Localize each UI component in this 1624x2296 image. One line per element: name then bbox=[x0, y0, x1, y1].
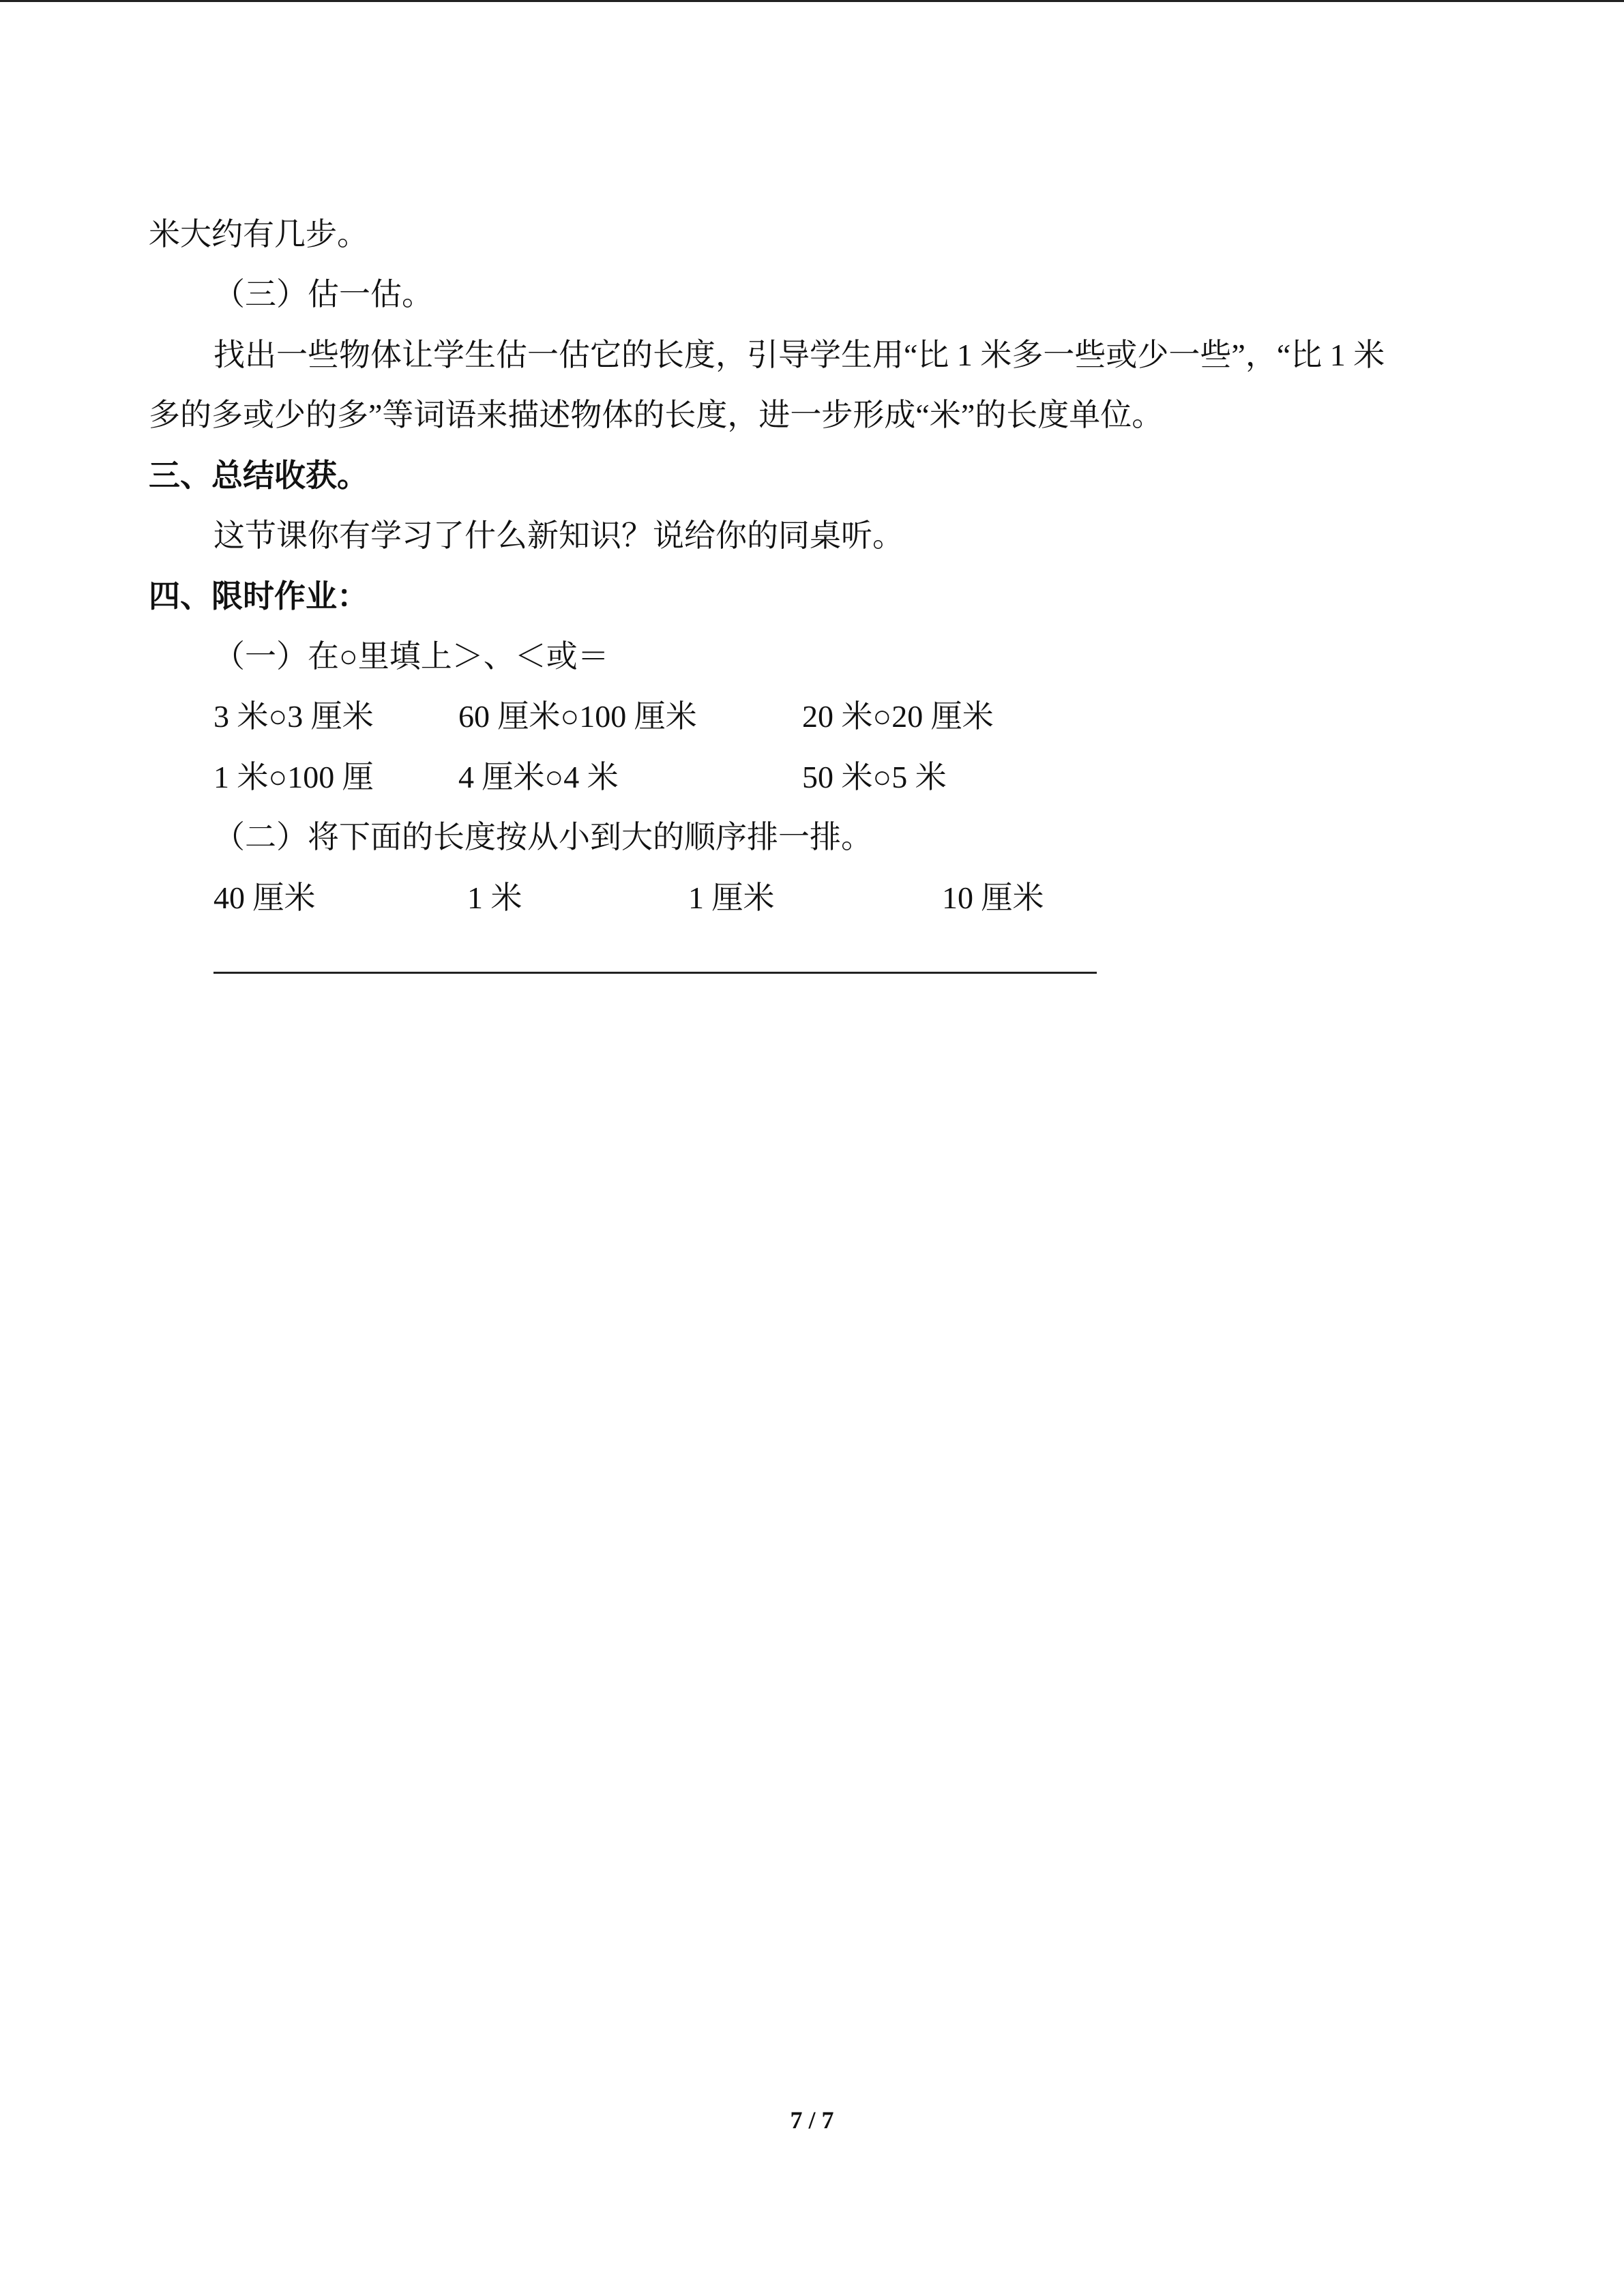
task-instruction: （二）将下面的长度按从小到大的顺序排一排。 bbox=[213, 820, 872, 854]
section-heading: 三、总结收获。 bbox=[149, 458, 368, 493]
compare-item: 20 米○20 厘米 bbox=[802, 699, 994, 734]
page-number: 7 / 7 bbox=[790, 2106, 834, 2134]
page-top-border bbox=[0, 0, 1624, 2]
subsection-heading: （三）估一估。 bbox=[213, 277, 433, 312]
paragraph-text: 米大约有几步。 bbox=[149, 217, 368, 252]
section-heading: 四、限时作业： bbox=[149, 579, 368, 614]
paragraph-text: 多的多或少的多”等词语来描述物体的长度，进一步形成“米”的长度单位。 bbox=[149, 398, 1164, 432]
paragraph-text: 这节课你有学习了什么新知识？说给你的同桌听。 bbox=[213, 518, 904, 553]
sort-item: 10 厘米 bbox=[942, 880, 1044, 915]
compare-item: 1 米○100 厘 bbox=[213, 760, 374, 794]
task-instruction: （一）在○里填上＞、＜或＝ bbox=[213, 639, 609, 674]
compare-item: 4 厘米○4 米 bbox=[458, 760, 619, 794]
compare-item: 50 米○5 米 bbox=[802, 760, 947, 794]
compare-item: 3 米○3 厘米 bbox=[213, 699, 374, 734]
paragraph-text: 找出一些物体让学生估一估它的长度，引导学生用“比 1 米多一些或少一些”，“比 1 米 bbox=[213, 338, 1385, 372]
sort-item: 1 厘米 bbox=[688, 880, 775, 915]
answer-blank-line bbox=[213, 972, 1097, 974]
sort-item: 40 厘米 bbox=[213, 880, 316, 915]
sort-item: 1 米 bbox=[467, 880, 522, 915]
compare-item: 60 厘米○100 厘米 bbox=[458, 699, 697, 734]
